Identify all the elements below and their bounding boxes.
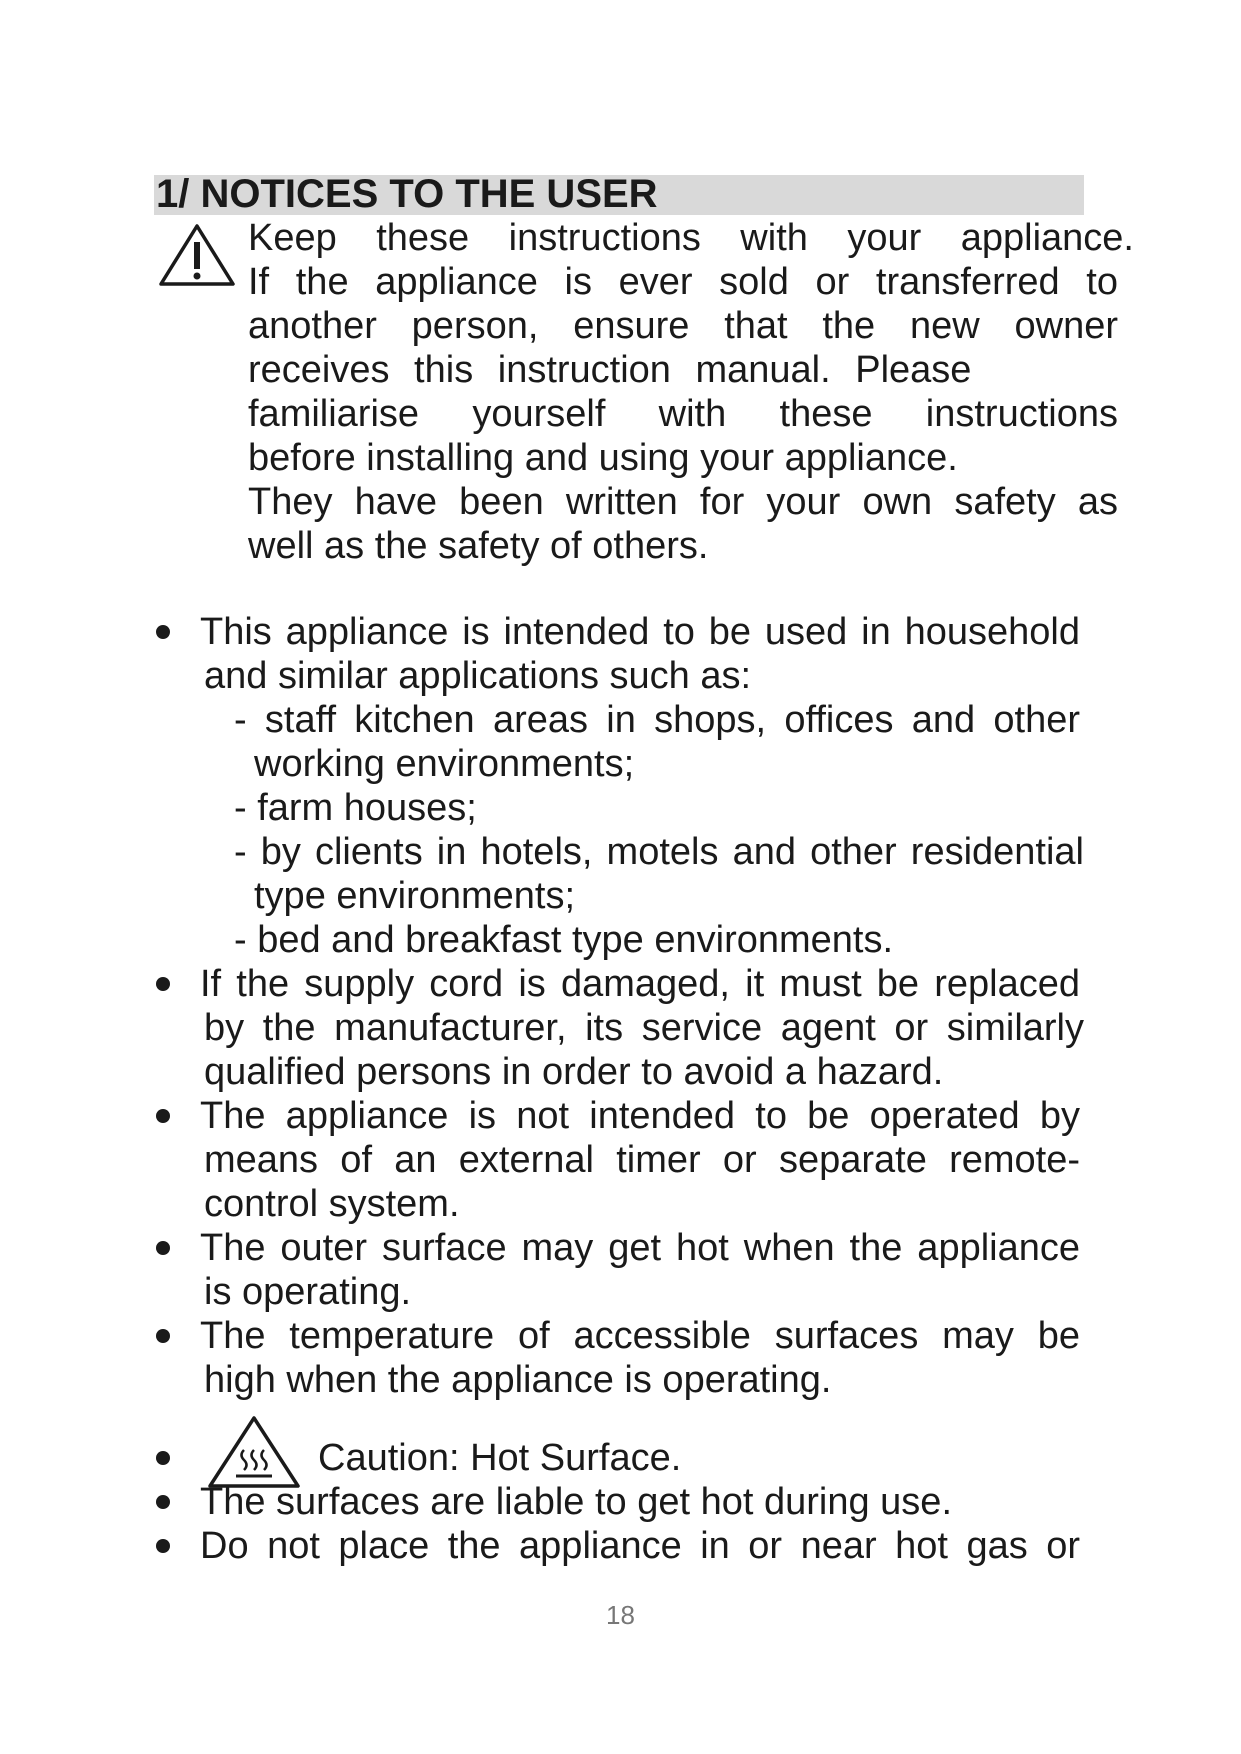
list-line: qualified persons in order to avoid a hazard. [204, 1051, 944, 1093]
intro-line: another person, ensure that the new owner [248, 305, 1118, 347]
list-line: The temperature of accessible surfaces may be [200, 1315, 1080, 1357]
intro-line: Keep these instructions with your appliance. [248, 217, 1134, 259]
warning-triangle-icon [158, 222, 236, 288]
sub-item-line: - bed and breakfast type environments. [234, 919, 894, 961]
list-line: The outer surface may get hot when the appliance [200, 1227, 1080, 1269]
intro-line: receives this instruction manual. Please [248, 349, 972, 391]
intro-line: If the appliance is ever sold or transferred to [248, 261, 1118, 303]
list-line: If the supply cord is damaged, it must be replaced [200, 963, 1080, 1005]
list-line: Do not place the appliance in or near hot gas or [200, 1525, 1080, 1567]
caution-text: Caution: Hot Surface. [318, 1437, 682, 1479]
bullet-dot [156, 1241, 170, 1255]
intro-line: They have been written for your own safety as [248, 481, 1118, 523]
list-line: and similar applications such as: [204, 655, 752, 697]
list-line: high when the appliance is operating. [204, 1359, 832, 1401]
intro-line: before installing and using your appliance. [248, 437, 958, 479]
list-line: The surfaces are liable to get hot during use. [200, 1481, 953, 1523]
list-line: This appliance is intended to be used in household [200, 611, 1080, 653]
bullet-dot [156, 1451, 170, 1465]
sub-item-line: working environments; [254, 743, 635, 785]
list-item-outer-surface [0, 1226, 1241, 1314]
list-line: is operating. [204, 1271, 412, 1313]
intro-paragraph [248, 216, 1134, 568]
bullet-dot [156, 625, 170, 639]
list-line: control system. [204, 1183, 460, 1225]
list-item-temperature [0, 1314, 1241, 1402]
list-item-surfaces-hot [0, 1480, 1241, 1524]
list-line: means of an external timer or separate remote- [204, 1139, 1080, 1181]
list-line: The appliance is not intended to be operated by [200, 1095, 1080, 1137]
sub-item-line: type environments; [254, 875, 576, 917]
list-item-do-not-place [0, 1524, 1241, 1568]
hot-surface-icon [206, 1414, 302, 1490]
intro-line: well as the safety of others. [248, 525, 709, 567]
bullet-dot [156, 1539, 170, 1553]
list-item-household [0, 610, 1241, 962]
bullet-dot [156, 1329, 170, 1343]
notice-list [0, 610, 1241, 1568]
bullet-dot [156, 977, 170, 991]
list-line: by the manufacturer, its service agent or similarly [204, 1007, 1084, 1049]
sub-item-line: - staff kitchen areas in shops, offices and other [234, 699, 1080, 741]
list-item-timer [0, 1094, 1241, 1226]
list-item-caution [0, 1436, 1241, 1480]
list-item-supply-cord [0, 962, 1241, 1094]
bullet-dot [156, 1495, 170, 1509]
intro-line: familiarise yourself with these instructions [248, 393, 1118, 435]
sub-item-line: - by clients in hotels, motels and other residential [234, 831, 1084, 873]
sub-item-line: - farm houses; [234, 787, 477, 829]
page-number: 18 [606, 1600, 635, 1630]
section-heading: 1/ NOTICES TO THE USER [156, 172, 658, 216]
bullet-dot [156, 1109, 170, 1123]
